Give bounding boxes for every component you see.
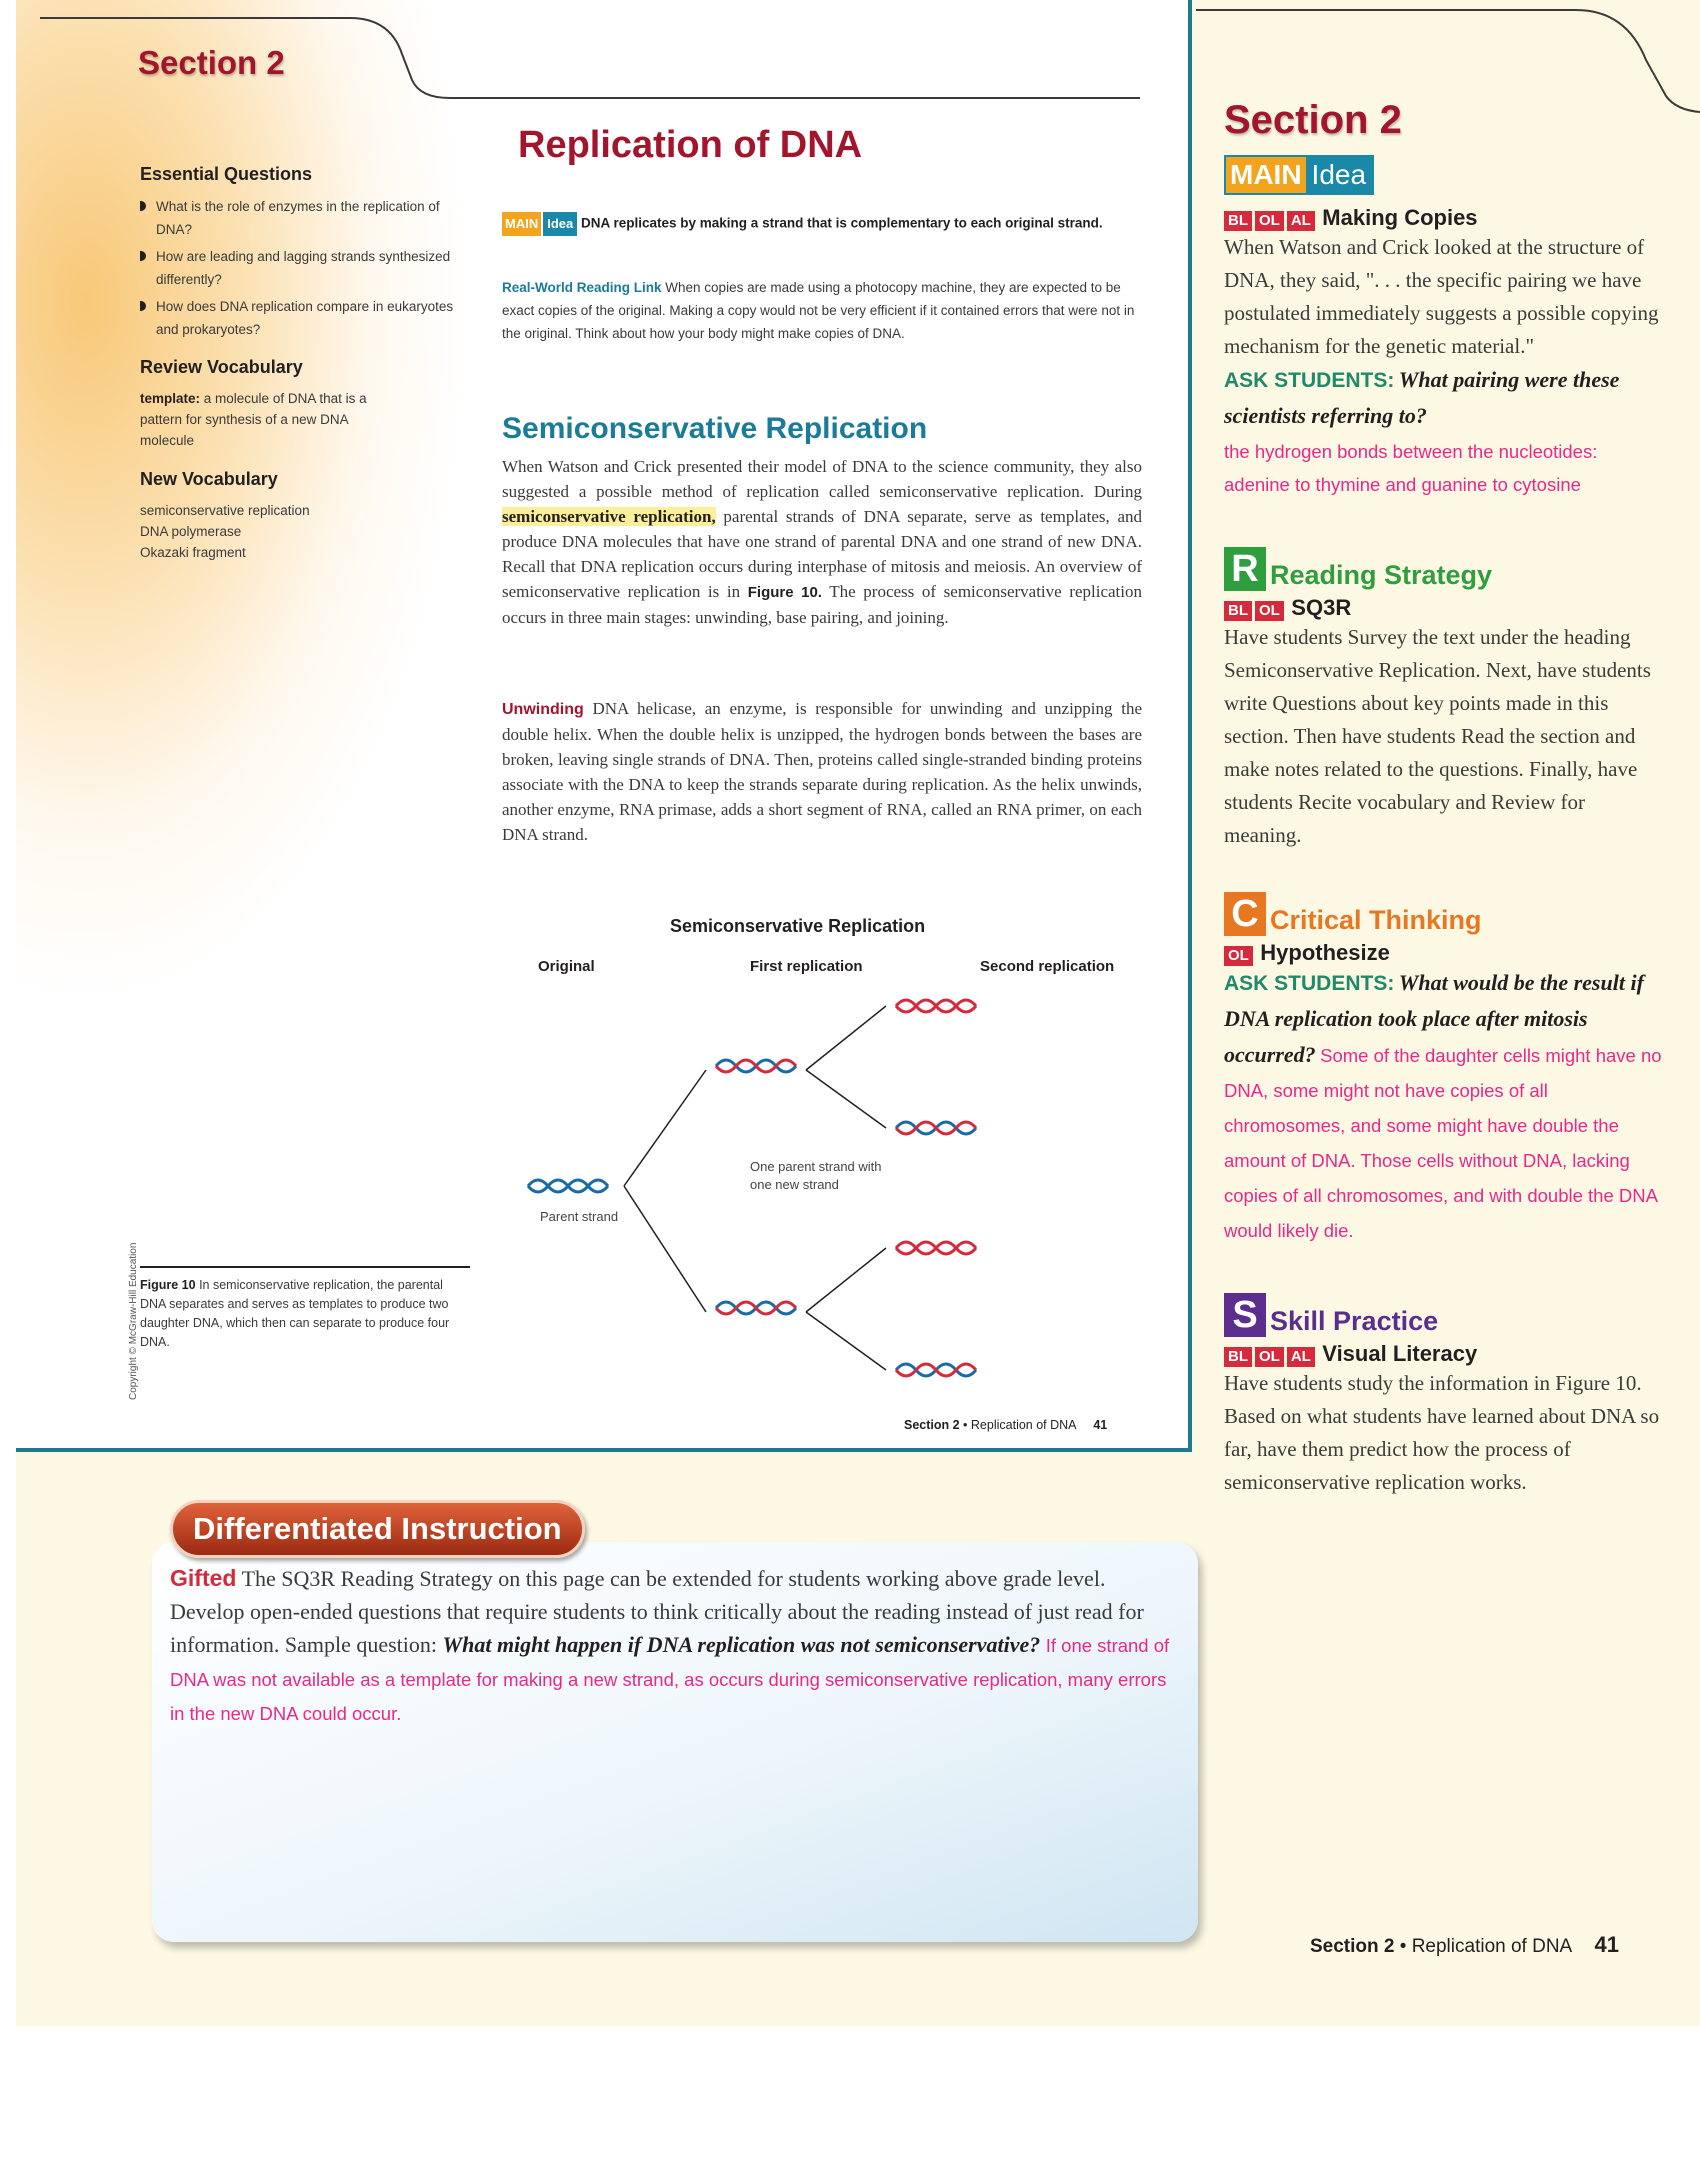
- level-badge-al: AL: [1287, 211, 1315, 231]
- figure-caption-label: Figure 10: [140, 1278, 196, 1292]
- footer-section: Section 2: [904, 1418, 960, 1432]
- critical-thinking: [1224, 892, 1664, 1249]
- para-text: DNA helicase, an enzyme, is responsible for unwinding and unzipping the double helix. When the double helix is unzipped, the hydrogen bonds between the bases are broken, leaving single strands of DNA. Then, proteins called single-stranded binding proteins associate with the DNA to keep the strands separate during replication. As the helix unwinds, another enzyme, RNA primase, adds a short segment of RNA, called an RNA primer, on each DNA strand.: [502, 699, 1142, 844]
- figure-title: Semiconservative Replication: [670, 916, 926, 936]
- figure-caption-text: In semiconservative replication, the parental DNA separates and serves as templates to produce two daughter DNA, which then can separate to produce four DNA.: [140, 1278, 450, 1349]
- parent-strand-label: Parent strand: [540, 1209, 619, 1224]
- skill-practice-title: Skill Practice: [1270, 1306, 1439, 1336]
- dna-helix-second-3: [896, 1242, 976, 1254]
- list-item: How does DNA replication compare in eukaryotes and prokaryotes?: [140, 295, 462, 341]
- column-second-replication: Second replication: [980, 958, 1115, 975]
- highlighted-vocab-term: semiconservative replication,: [502, 507, 716, 526]
- skill-practice-letter: S: [1224, 1293, 1266, 1337]
- paragraph-semiconservative: [502, 454, 1142, 630]
- list-item: What is the role of enzymes in the replication of DNA?: [140, 195, 462, 241]
- main-idea: [502, 212, 1142, 236]
- footer-page-number: 41: [1093, 1418, 1108, 1432]
- subsection-heading: Semiconservative Replication: [502, 412, 928, 445]
- level-badge-bl: BL: [1224, 601, 1252, 621]
- answer-text: If one strand of DNA was not available as a template for making a new strand, as occurs during semiconservative replication, many errors in the new DNA could occur.: [170, 1635, 1170, 1724]
- para-text: The process of semiconservative replication occurs in three main stages: unwinding, base pairing, and joining.: [502, 582, 1142, 627]
- teacher-column: [1224, 0, 1664, 1499]
- critical-thinking-title: Critical Thinking: [1270, 905, 1482, 935]
- reading-strategy-title: Reading Strategy: [1270, 560, 1493, 590]
- unwinding-heading: Unwinding: [502, 701, 584, 718]
- differentiated-body: The SQ3R Reading Strategy on this page can be extended for students working above grade level. Develop open-ended questions that require students to think critically about the reading instead of just read for information. Sample question:: [170, 1566, 1144, 1657]
- real-world-label: Real-World Reading Link: [502, 280, 662, 295]
- ask-question: What pairing were these scientists referring to?: [1224, 367, 1620, 428]
- main-idea-badge: [1224, 155, 1374, 195]
- real-world-text: When copies are made using a photocopy machine, they are expected to be exact copies of the original. Making a copy would not be very efficient if it contained errors that were not in the original. Think about how your body might make copies of DNA.: [502, 280, 1135, 341]
- reading-strategy-letter: R: [1224, 547, 1266, 591]
- ask-question: What would be the result if DNA replication took place after mitosis occurred?: [1224, 970, 1644, 1067]
- dna-helix-second-4: [896, 1364, 976, 1376]
- idea-badge: Idea: [1306, 157, 1373, 193]
- reading-strategy-text: Have students Survey the text under the heading Semiconservative Replication. Next, have students write Questions about key points made in this section. Then have students Read the section and make notes related to the questions. Finally, have students Recite vocabulary and Review for meaning.: [1224, 625, 1651, 847]
- dna-helix-first-bottom: [716, 1302, 796, 1314]
- footer-title: Replication of DNA: [970, 1418, 1076, 1432]
- list-item: How are leading and lagging strands synthesized differently?: [140, 245, 462, 291]
- dna-helix-first-top: [716, 1060, 796, 1072]
- dna-helix-second-1: [896, 1000, 976, 1012]
- level-badge-ol: OL: [1224, 946, 1253, 966]
- differentiated-text: [170, 1562, 1170, 1730]
- answer-text: the hydrogen bonds between the nucleotides: adenine to thymine and guanine to cytosine: [1224, 441, 1598, 495]
- page-title: Replication of DNA: [518, 124, 863, 166]
- sample-question: What might happen if DNA replication was not semiconservative?: [442, 1632, 1041, 1657]
- list-item: DNA polymerase: [140, 524, 242, 539]
- vocab-definition: a molecule of DNA that is a pattern for synthesis of a new DNA molecule: [140, 391, 367, 448]
- differentiated-instruction-box: [152, 1542, 1198, 1942]
- teacher-footer: Section 2 • Replication of DNA 41: [1310, 1932, 1619, 1957]
- level-badge-ol: OL: [1255, 211, 1284, 231]
- critical-thinking-letter: C: [1224, 892, 1266, 936]
- teacher-section-label: Section 2: [1224, 98, 1402, 142]
- main-badge: MAIN: [502, 212, 541, 236]
- main-idea-text: DNA replicates by making a strand that is complementary to each original strand.: [581, 215, 1103, 231]
- page-footer: Section 2 • Replication of DNA 41: [904, 1418, 1108, 1432]
- list-item: Okazaki fragment: [140, 545, 246, 560]
- footer-title: Replication of DNA: [1411, 1936, 1572, 1957]
- reading-strategy-sub: SQ3R: [1291, 595, 1352, 620]
- section-label: Section 2: [138, 44, 285, 81]
- review-vocabulary-heading: Review Vocabulary: [140, 357, 303, 377]
- column-original: Original: [538, 958, 595, 975]
- skill-practice-text: Have students study the information in Figure 10. Based on what students have learned about DNA so far, have them predict how the process of semiconservative replication works.: [1224, 1371, 1660, 1494]
- level-badge-bl: BL: [1224, 211, 1252, 231]
- reading-strategy: [1224, 547, 1664, 852]
- level-badge-al: AL: [1287, 1347, 1315, 1367]
- figure-reference: Figure 10.: [747, 584, 822, 601]
- gifted-heading: Gifted: [170, 1565, 237, 1591]
- idea-badge: Idea: [543, 212, 577, 236]
- main-badge: MAIN: [1226, 157, 1306, 193]
- footer-page-number: 41: [1594, 1932, 1619, 1957]
- level-badge-ol: OL: [1255, 1347, 1284, 1367]
- essential-questions-list: [140, 195, 462, 341]
- level-badge-bl: BL: [1224, 1347, 1252, 1367]
- left-column: [140, 164, 462, 563]
- answer-text: Some of the daughter cells might have no DNA, some might not have copies of all chromosomes, and some might have double the amount of DNA. Those cells without DNA, lacking copies of all chromosomes, and with double the DNA would likely die.: [1224, 1045, 1662, 1241]
- level-badge-ol: OL: [1255, 601, 1284, 621]
- paragraph-unwinding: [502, 696, 1142, 847]
- vocab-term: template:: [140, 391, 201, 406]
- real-world-reading-link: [502, 276, 1142, 345]
- dna-helix-second-2: [896, 1122, 976, 1134]
- skill-practice-sub: Visual Literacy: [1322, 1341, 1478, 1366]
- making-copies-title: Making Copies: [1322, 205, 1478, 230]
- student-page: [16, 0, 1192, 1452]
- figure-caption: [140, 1266, 470, 1352]
- para-text: When Watson and Crick presented their model of DNA to the science community, they also suggested a possible method of replication called semiconservative replication. During: [502, 457, 1142, 501]
- ask-students-label: ASK STUDENTS:: [1224, 972, 1395, 995]
- list-item: semiconservative replication: [140, 503, 310, 518]
- para-text: parental strands of DNA separate, serve as templates, and produce DNA molecules that have one strand of parental DNA and one strand of new DNA. Recall that DNA replication occurs during interphase of mitosis and meiosis. An overview of semiconservative replication is in: [502, 507, 1142, 601]
- differentiated-instruction-tab: Differentiated Instruction: [170, 1500, 585, 1558]
- footer-section: Section 2: [1310, 1936, 1395, 1957]
- review-vocabulary-entry: [140, 388, 400, 451]
- middle-strand-label: One parent strand with one new strand: [750, 1159, 882, 1192]
- skill-practice: [1224, 1293, 1664, 1499]
- column-first-replication: First replication: [750, 958, 863, 975]
- copyright-notice: Copyright © McGraw-Hill Education: [128, 1242, 139, 1400]
- making-copies: [1224, 205, 1664, 501]
- new-vocabulary-heading: New Vocabulary: [140, 469, 278, 489]
- ask-students-label: ASK STUDENTS:: [1224, 369, 1395, 392]
- making-copies-text: When Watson and Crick looked at the structure of DNA, they said, ". . . the specific pairing we have postulated immediately suggests a possible copying mechanism for the genetic material.": [1224, 235, 1659, 358]
- dna-helix-parent: [528, 1180, 608, 1192]
- essential-questions-heading: Essential Questions: [140, 164, 313, 184]
- critical-thinking-sub: Hypothesize: [1260, 940, 1390, 965]
- new-vocabulary-list: [140, 500, 462, 563]
